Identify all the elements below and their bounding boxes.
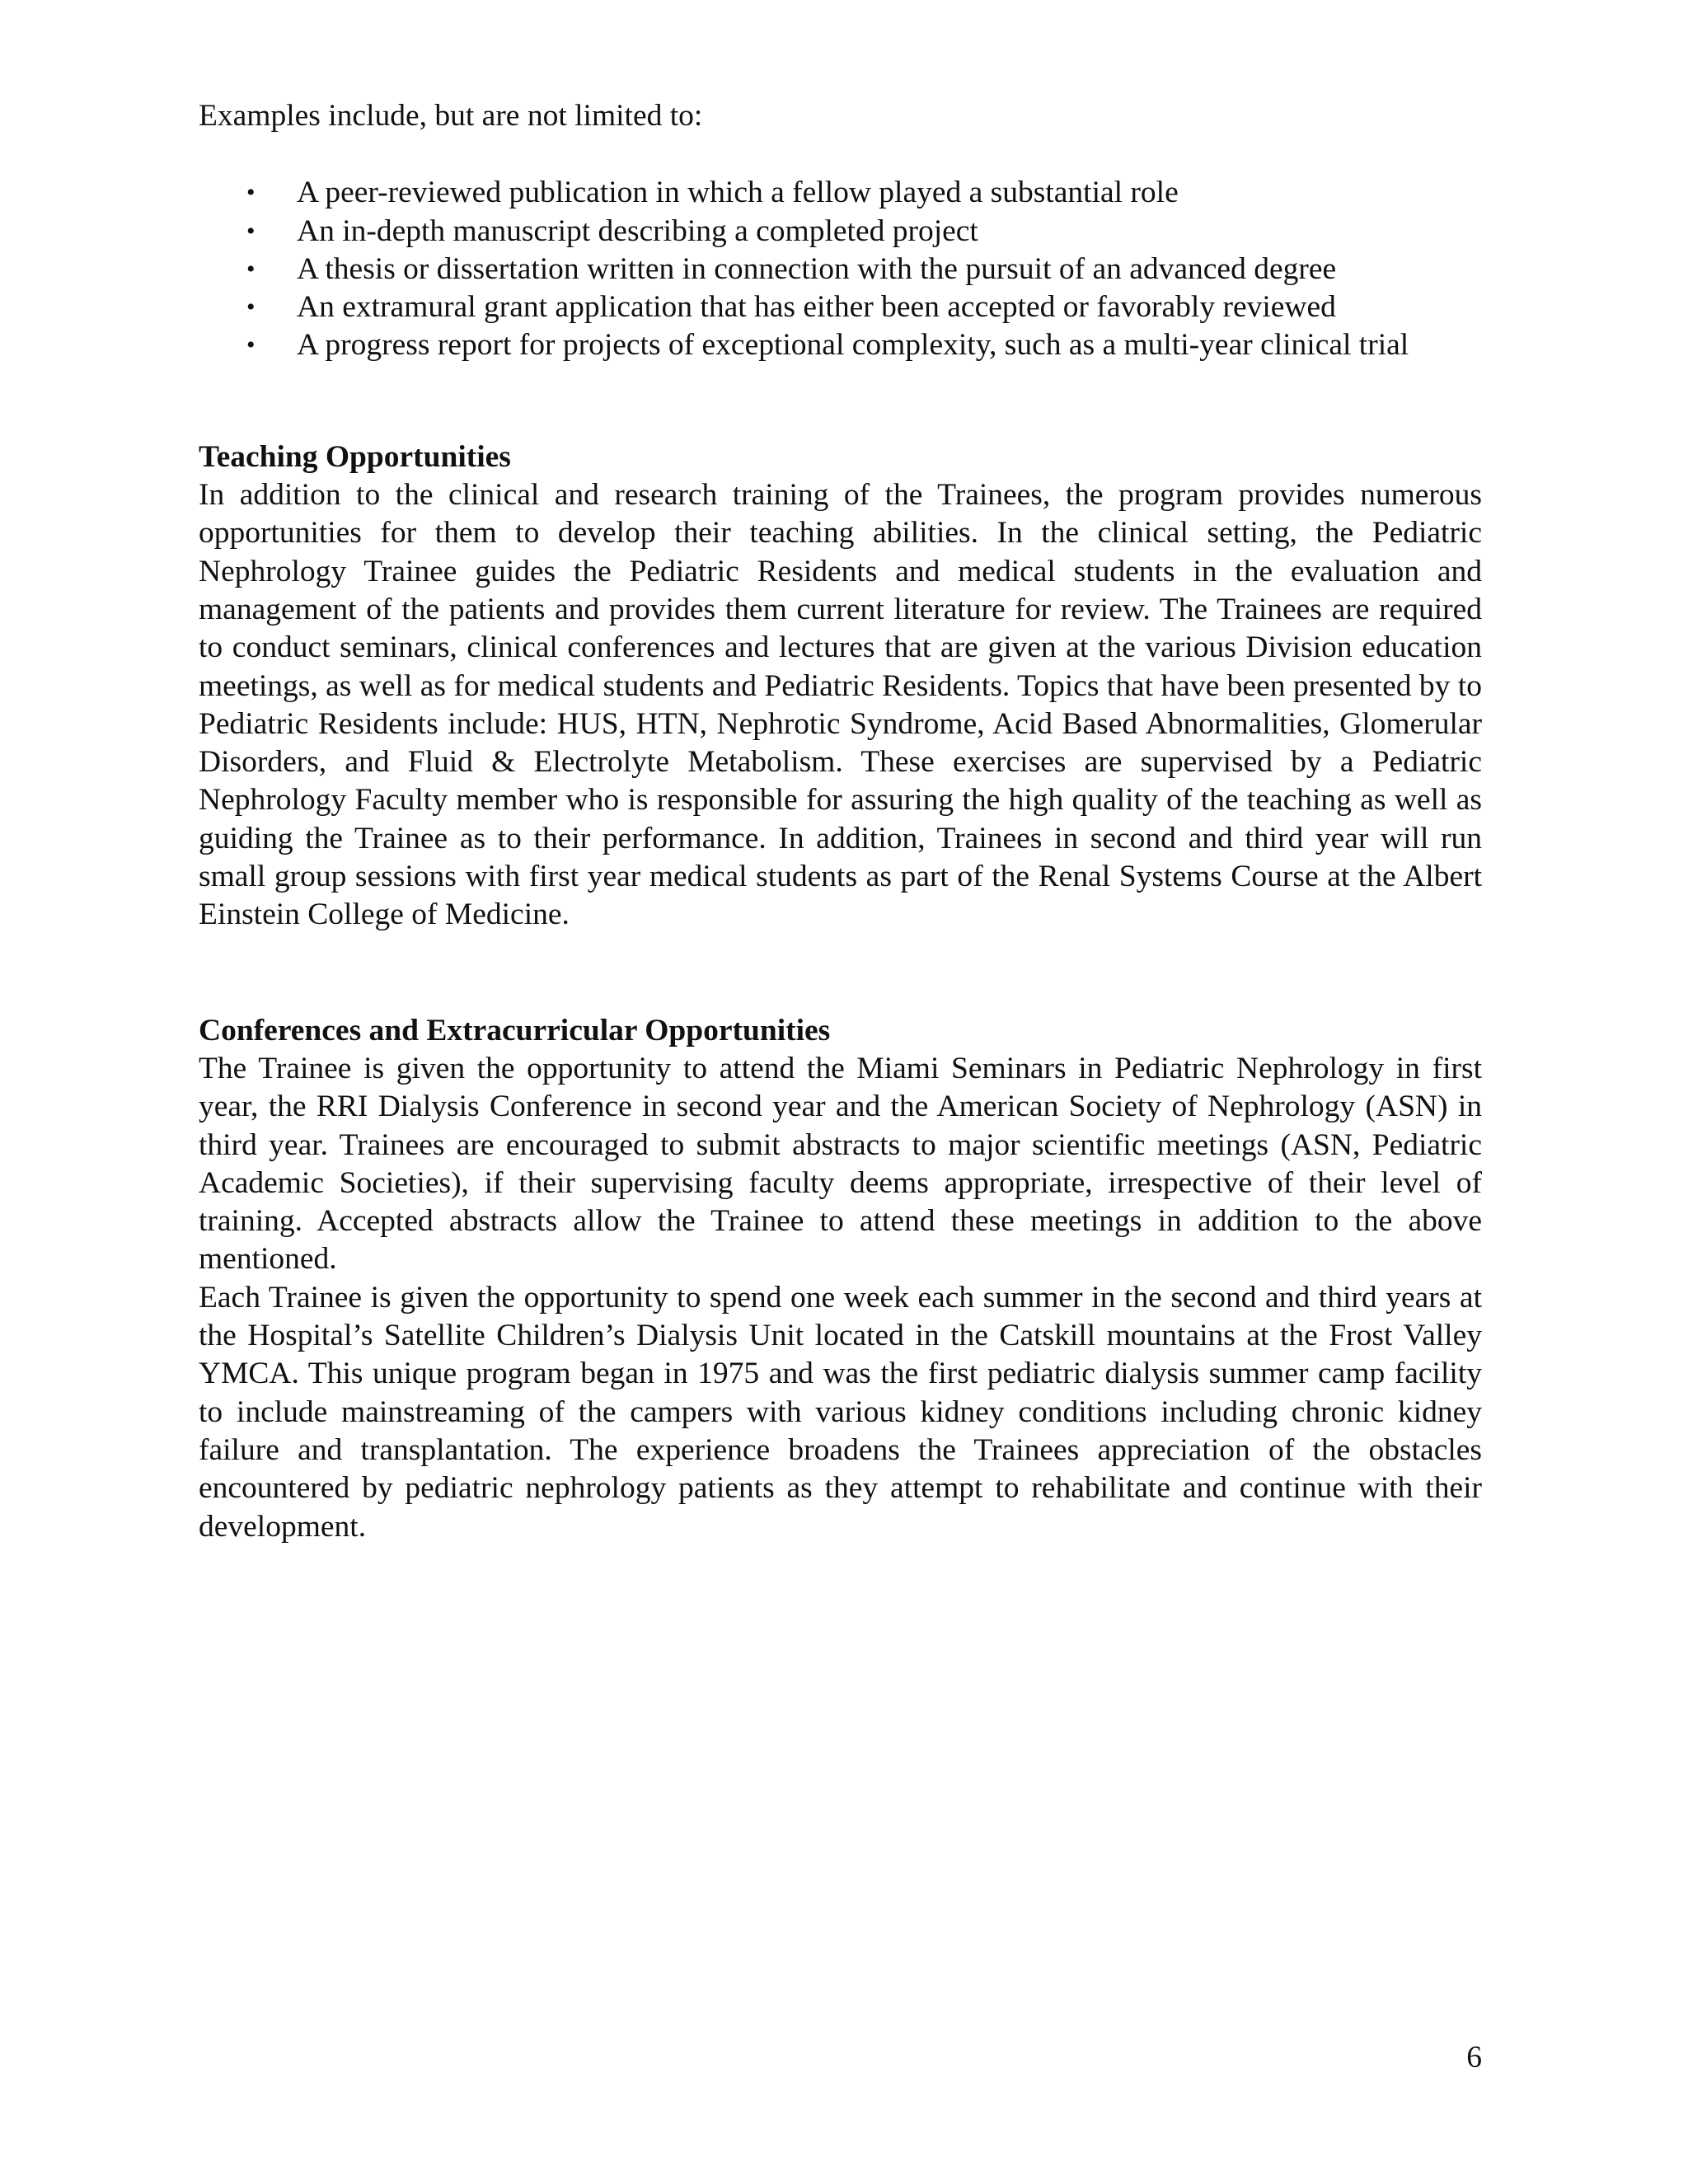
list-item xyxy=(199,326,1482,364)
list-item-text: An extramural grant application that has either been accepted or favorably reviewed xyxy=(297,290,1336,325)
list-item-text: A peer-reviewed publication in which a fellow played a substantial role xyxy=(297,176,1179,210)
document-page xyxy=(199,97,1482,1546)
list-item-text: A thesis or dissertation written in connection with the pursuit of an advanced degree xyxy=(297,251,1337,286)
conferences-paragraph-1: The Trainee is given the opportunity to attend the Miami Seminars in Pediatric Nephrology in first year, the RRI Dialysis Conference in second year and the American Society of Nephrology (ASN) in third year. Trainees are encouraged to submit abstracts to major scientific meetings (ASN, Pediatric Academic Societies), if their supervising faculty deems appropriate, irrespective of their level of training. Accepted abstracts allow the Trainee to attend these meetings in addition to the above mentioned. xyxy=(199,1051,1482,1277)
bullet-icon: • xyxy=(246,179,256,207)
bullet-icon: • xyxy=(246,217,256,245)
page-number: 6 xyxy=(1466,2041,1482,2074)
conferences-paragraph-2: Each Trainee is given the opportunity to spend one week each summer in the second and third years at the Hospital’s Satellite Children’s Dialysis Unit located in the Catskill mountains at the Frost Valley YMCA. This unique program began in 1975 and was the first pediatric dialysis summer camp facility to include mainstreaming of the campers with various kidney conditions including chronic kidney failure and transplantation. The experience broadens the Trainees appreciation of the obstacles encountered by pediatric nephrology patients as they attempt to rehabilitate and continue with their development. xyxy=(199,1280,1482,1544)
list-item xyxy=(199,251,1482,288)
teaching-heading: Teaching Opportunities xyxy=(199,439,511,474)
examples-list xyxy=(199,174,1482,364)
list-item-text: A progress report for projects of exceptional complexity, such as a multi-year clinical trial xyxy=(297,328,1409,363)
list-item xyxy=(199,174,1482,212)
bullet-icon: • xyxy=(246,255,256,283)
list-item xyxy=(199,213,1482,251)
list-item xyxy=(199,288,1482,326)
teaching-paragraph: In addition to the clinical and research training of the Trainees, the program provides numerous opportunities for them to develop their teaching abilities. In the clinical setting, the Pediatric Nephrology Trainee guides the Pediatric Residents and medical students in the evaluation and management of the patients and provides them current literature for review. The Trainees are required to conduct seminars, clinical conferences and lectures that are given at the various Division education meetings, as well as for medical students and Pediatric Residents. Topics that have been presented by to Pediatric Residents include: HUS, HTN, Nephrotic Syndrome, Acid Based Abnormalities, Glomerular Disorders, and Fluid & Electrolyte Metabolism. These exercises are supervised by a Pediatric Nephrology Faculty member who is responsible for assuring the high quality of the teaching as well as guiding the Trainee as to their performance. In addition, Trainees in second and third year will run small group sessions with first year medical students as part of the Renal Systems Course at the Albert Einstein College of Medicine. xyxy=(199,478,1482,932)
bullet-icon: • xyxy=(246,293,256,321)
bullet-icon: • xyxy=(246,331,256,359)
examples-intro: Examples include, but are not limited to: xyxy=(199,99,703,133)
conferences-heading: Conferences and Extracurricular Opportunities xyxy=(199,1013,831,1047)
list-item-text: An in-depth manuscript describing a completed project xyxy=(297,213,978,248)
